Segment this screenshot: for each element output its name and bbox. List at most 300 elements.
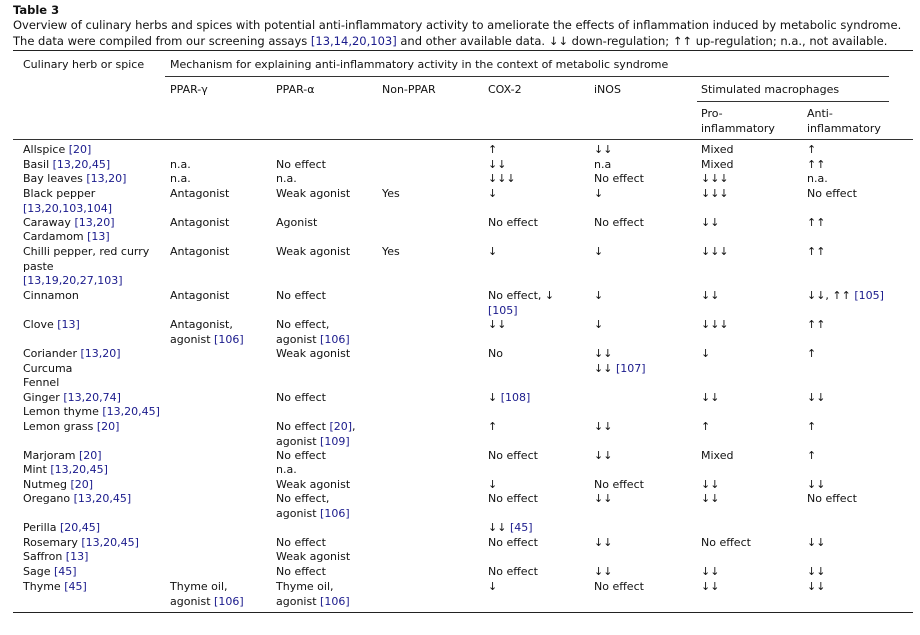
citation-ref: [13] [87,230,110,243]
anti-inflammatory-cell [807,478,912,493]
cell-text: Allspice [23,143,69,156]
inos-cell [594,420,694,435]
citation-ref: [106] [320,506,350,520]
cell-text: ↓↓ [594,565,613,578]
cell-text: ↓↓ [594,347,613,360]
header-ppar-gamma: PPAR-γ [170,83,208,96]
cox2-cell [488,318,588,333]
cell-text: Thyme [23,580,65,593]
cell-text: n.a. [276,172,297,185]
cell-text: Thyme oil, [170,580,228,593]
cell-text: No effect [807,187,857,200]
cell-text: agonist [276,332,321,346]
inos-cell [594,318,694,333]
cell-text: Fennel [23,376,60,389]
header-pro-inflammatory: Pro- inflammatory [701,107,775,135]
ppar-alpha-cell [276,216,380,231]
table-bottom-rule [13,612,913,613]
anti-inflammatory-cell [807,347,912,362]
citation-ref: [13,20,45] [50,463,108,476]
cell-text: ↑ [807,449,817,462]
pro-inflammatory-cell [701,536,801,551]
herb-cell [23,289,165,304]
cell-text: No effect [276,449,326,462]
citation-ref: [106] [214,594,244,608]
cell-text: ↑ [807,143,817,156]
citation-ref: [106] [320,332,350,346]
pro-inflammatory-cell [701,449,801,464]
cell-text: Mixed [701,449,734,462]
ppar-alpha-cell [276,565,380,580]
cell-text: No effect [488,449,538,462]
cell-text: No effect [488,492,538,505]
header-ppar-alpha: PPAR-α [276,83,315,96]
cox2-cell [488,187,588,202]
cell-text: Antagonist [170,289,230,302]
anti-inflammatory-cell [807,172,912,187]
inos-cell [594,347,694,362]
cell-text: Caraway [23,216,75,229]
citation-ref: [13,20,45] [81,536,139,549]
ppar-gamma-cell [170,216,274,231]
cell-text: No effect [594,216,644,229]
table-label: Table 3 [13,3,60,17]
anti-inflammatory-cell [807,565,912,580]
caption-text-before: Overview of culinary herbs and spices with potential anti-inflammatory activity to ameliorate the effects of inflammation induced by metabolic syndrome. The data were compiled from our screening assays [13,18,902,48]
cell-text: Antagonist [170,187,230,200]
pro-inflammatory-cell [701,318,801,333]
cell-text: Agonist [276,216,318,229]
cell-text: ↓↓↓ [701,172,729,185]
cell-text: ↓↓ [594,449,613,462]
citation-ref: [13,20] [86,172,127,185]
ppar-alpha-cell [276,580,380,609]
cell-text: ↓↓↓ [488,172,516,185]
cell-text: agonist [276,434,321,448]
ppar-gamma-cell [170,318,274,347]
cell-text: Clove [23,318,58,331]
cell-text: No effect, [276,318,330,331]
cell-text: ↓↓ [807,536,826,549]
cell-text: Oregano [23,492,74,505]
cox2-cell [488,143,588,158]
pro-inflammatory-cell [701,420,801,435]
inos-cell [594,449,694,464]
cell-text: Basil [23,158,53,171]
ppar-alpha-cell [276,245,380,260]
herb-cell [23,143,165,158]
cox2-cell [488,580,588,595]
cell-text: ↓ [701,347,711,360]
cox2-cell [488,492,588,507]
herb-cell [23,172,165,187]
anti-inflammatory-cell [807,143,912,158]
cell-text: No effect [807,492,857,505]
citation-ref: [109] [320,434,350,448]
citation-ref: [13] [65,550,89,563]
cell-text: ↓↓ [807,565,826,578]
cell-text: ↓↓ [701,565,720,578]
inos-cell [594,580,694,595]
citation-ref: [13] [57,318,80,331]
pro-inflammatory-cell [701,478,801,493]
citation-ref: [20] [68,143,92,156]
inos-cell [594,478,694,493]
cell-text: ↓↓↓ [701,187,729,200]
cell-text: ↓↓ [488,318,507,331]
ppar-gamma-cell [170,187,274,202]
cell-text: ↑↑ [807,216,826,229]
cell-text: No effect [276,565,326,578]
ppar-alpha-cell [276,318,380,347]
cell-text: Antagonist, [170,318,233,331]
anti-inflammatory-cell [807,449,912,464]
table-caption [13,17,913,49]
cox2-cell [488,536,588,551]
anti-inflammatory-cell [807,420,912,435]
anti-inflammatory-cell [807,391,912,406]
ppar-alpha-cell [276,550,380,565]
cox2-cell [488,478,588,493]
cox2-cell [488,216,588,231]
citation-ref: [13,20,74] [63,391,121,404]
ppar-gamma-cell [170,289,274,304]
pro-inflammatory-cell [701,492,801,507]
cell-text: ↓↓ [594,536,613,549]
cell-text: Sage [23,565,54,578]
anti-inflammatory-cell [807,536,912,551]
inos-cell [594,289,694,304]
inos-cell [594,172,694,187]
citation-ref: [45] [53,565,77,578]
cell-text: ↓↓ [488,158,507,171]
pro-inflammatory-cell [701,580,801,595]
cell-text: Weak agonist [276,478,351,491]
cell-text: ↓↓ [594,362,616,375]
cell-text: Thyme oil, [276,580,334,593]
cell-text: ↓↓ [701,216,720,229]
cell-text: No effect, ↓ [488,289,555,302]
cell-text: Weak agonist [276,550,351,563]
cell-text: No effect [594,172,644,185]
caption-text-after: and other available data. ↓↓ down-regulation; ↑↑ up-regulation; n.a., not available. [396,34,888,48]
herb-cell [23,405,165,420]
cell-text: Mint [23,463,51,476]
cell-text: Lemon thyme [23,405,103,418]
anti-inflammatory-cell [807,492,912,507]
cell-text: ↓↓ [488,521,510,534]
cell-text: Marjoram [23,449,80,462]
cell-text: ↑ [807,420,817,433]
cell-text: ↓ [594,187,604,200]
cell-text: Antagonist [170,216,230,229]
cox2-cell [488,420,588,435]
cell-text: ↓ [488,478,498,491]
header-macrophages-rule [697,101,889,102]
ppar-alpha-cell [276,289,380,304]
herb-cell [23,391,165,406]
cell-text: Chilli pepper, red curry [23,245,150,258]
ppar-gamma-cell [170,158,274,173]
cell-text: ↓↓ [594,143,613,156]
cox2-cell [488,172,588,187]
cell-text: Bay leaves [23,172,87,185]
cell-text: No effect [276,289,326,302]
cell-text: ↑ [488,143,498,156]
cell-text: Curcuma [23,362,73,375]
cell-text: agonist [170,594,215,608]
inos-cell [594,245,694,260]
table-top-rule [13,50,913,51]
cox2-cell [488,347,588,362]
pro-inflammatory-cell [701,289,801,304]
cox2-cell [488,391,588,406]
cell-text: Nutmeg [23,478,71,491]
cell-text: No effect [276,158,326,171]
header-herb: Culinary herb or spice [23,58,145,71]
cell-text: agonist [276,506,321,520]
inos-cell [594,143,694,158]
cox2-cell [488,245,588,260]
herb-cell [23,478,165,493]
inos-cell [594,565,694,580]
herb-cell [23,187,165,216]
inos-cell [594,492,694,507]
non-ppar-cell [382,187,482,202]
citation-ref: [20] [79,449,102,462]
cell-text: ↑ [701,420,711,433]
cell-text: Mixed [701,158,734,171]
cell-text: ↑ [807,347,817,360]
inos-cell [594,158,694,173]
citation-ref: [105] [854,289,884,302]
ppar-alpha-cell [276,492,380,521]
cell-text: ↓↓ [807,478,826,491]
anti-inflammatory-cell [807,187,912,202]
anti-inflammatory-cell [807,245,912,260]
cell-text: Black pepper [23,187,96,200]
cell-text: paste [23,259,54,273]
cell-text: Cardamom [23,230,88,243]
herb-cell [23,565,165,580]
cell-text: n.a. [807,172,828,185]
ppar-alpha-cell [276,449,380,464]
cell-text: ↓↓ [701,289,720,302]
cox2-cell [488,289,588,318]
cell-text: No effect [488,565,538,578]
cell-text: ↓ [594,245,604,258]
header-cox2: COX-2 [488,83,522,96]
cell-text: No effect, [276,492,330,505]
cell-text: ↑ [488,420,498,433]
cell-text: ↓↓ [701,492,720,505]
citation-ref: [13,20,45] [73,492,132,505]
anti-inflammatory-cell [807,289,912,304]
citation-ref: [13,20,45] [52,158,111,171]
anti-inflammatory-cell [807,158,912,173]
pro-inflammatory-cell [701,158,801,173]
herb-cell [23,318,165,333]
inos-cell [594,362,694,377]
cell-text: ↓↓↓ [701,318,729,331]
cell-text: ↓ [488,245,498,258]
cell-text: ↓↓ [701,580,720,593]
cell-text: agonist [276,594,321,608]
cell-text: ↓↓ [594,420,613,433]
herb-cell [23,362,165,377]
cell-text: Weak agonist [276,245,351,258]
header-inos: iNOS [594,83,621,96]
herb-cell [23,492,165,507]
cell-text: ↓ [488,187,498,200]
herb-cell [23,216,165,231]
herb-cell [23,158,165,173]
anti-inflammatory-cell [807,580,912,595]
caption-refs: [13,14,20,103] [310,34,397,48]
cell-text: No effect [594,580,644,593]
cell-text: No effect [488,216,538,229]
ppar-alpha-cell [276,391,380,406]
cell-text: Yes [382,187,400,200]
ppar-alpha-cell [276,420,380,449]
cell-text: ↓↓, ↑↑ [807,289,855,302]
citation-ref: [20,45] [59,521,101,534]
cell-text: agonist [170,332,215,346]
cell-text: Saffron [23,550,66,563]
herb-cell [23,521,165,536]
header-mechanism-rule [165,76,889,77]
ppar-alpha-cell [276,478,380,493]
citation-ref: [107] [615,362,646,375]
cell-text: Weak agonist [276,347,351,360]
pro-inflammatory-cell [701,187,801,202]
cell-text: No effect [594,478,644,491]
cell-text: Coriander [23,347,81,360]
ppar-alpha-cell [276,172,380,187]
citation-ref: [13,20,45] [102,405,160,418]
pro-inflammatory-cell [701,245,801,260]
ppar-gamma-cell [170,172,274,187]
citation-ref: [105] [488,303,518,317]
citation-ref: [13,20,103,104] [23,201,113,215]
pro-inflammatory-cell [701,172,801,187]
anti-inflammatory-cell [807,216,912,231]
herb-cell [23,536,165,551]
inos-cell [594,216,694,231]
header-mechanism: Mechanism for explaining anti-inflammatory activity in the context of metabolic syndrome [170,58,669,71]
cell-text: No effect [276,536,326,549]
citation-ref: [13,20] [80,347,121,360]
herb-cell [23,230,165,245]
pro-inflammatory-cell [701,143,801,158]
ppar-alpha-cell [276,463,380,478]
cell-text: No effect [488,536,538,549]
cell-text: Rosemary [23,536,82,549]
cell-text: Mixed [701,143,734,156]
citation-ref: [20] [70,478,94,491]
cell-text: No effect [276,420,330,433]
citation-ref: [106] [320,594,350,608]
pro-inflammatory-cell [701,347,801,362]
pro-inflammatory-cell [701,216,801,231]
cell-text: No effect [701,536,751,549]
ppar-alpha-cell [276,347,380,362]
ppar-gamma-cell [170,580,274,609]
citation-ref: [106] [214,332,244,346]
cell-text: Ginger [23,391,64,404]
cell-text: ↓↓ [701,478,720,491]
cell-text: , [352,420,356,433]
ppar-alpha-cell [276,158,380,173]
cox2-cell [488,158,588,173]
cell-text: Lemon grass [23,420,97,433]
cell-text: No effect [276,391,326,404]
cell-text: n.a. [170,158,191,171]
cell-text: n.a. [276,463,297,476]
cell-text: Yes [382,245,400,258]
cell-text: Cinnamon [23,289,79,302]
citation-ref: [108] [500,391,531,404]
cox2-cell [488,521,588,536]
cell-text: ↑↑ [807,158,826,171]
cell-text: n.a. [170,172,191,185]
cell-text: ↓↓ [807,580,826,593]
citation-ref: [45] [64,580,87,593]
cell-text: ↓ [488,580,498,593]
pro-inflammatory-cell [701,565,801,580]
citation-ref: [13,20] [74,216,115,229]
citation-ref: [13,19,20,27,103] [23,274,123,287]
non-ppar-cell [382,245,482,260]
inos-cell [594,536,694,551]
cell-text: ↓↓ [807,391,826,404]
anti-inflammatory-cell [807,318,912,333]
herb-cell [23,550,165,565]
cell-text: ↓↓ [594,492,613,505]
herb-cell [23,449,165,464]
cox2-cell [488,565,588,580]
herb-cell [23,245,165,289]
cox2-cell [488,449,588,464]
cell-text: ↑↑ [807,318,826,331]
cell-text: ↓ [594,289,604,302]
cell-text: ↓ [488,391,501,404]
ppar-alpha-cell [276,536,380,551]
inos-cell [594,187,694,202]
herb-cell [23,376,165,391]
header-bottom-rule [13,139,913,140]
cell-text: ↓↓↓ [701,245,729,258]
cell-text: No [488,347,503,360]
herb-cell [23,347,165,362]
cell-text: Weak agonist [276,187,351,200]
citation-ref: [20] [96,420,120,433]
citation-ref: [45] [509,521,533,534]
header-macrophages: Stimulated macrophages [701,83,840,96]
cell-text: Perilla [23,521,60,534]
ppar-gamma-cell [170,245,274,260]
citation-ref: [20] [329,420,353,433]
pro-inflammatory-cell [701,391,801,406]
herb-cell [23,463,165,478]
cell-text: n.a [594,158,612,171]
cell-text: ↓ [594,318,604,331]
ppar-alpha-cell [276,187,380,202]
cell-text: ↑↑ [807,245,826,258]
cell-text: Antagonist [170,245,230,258]
herb-cell [23,580,165,595]
cell-text: ↓↓ [701,391,720,404]
